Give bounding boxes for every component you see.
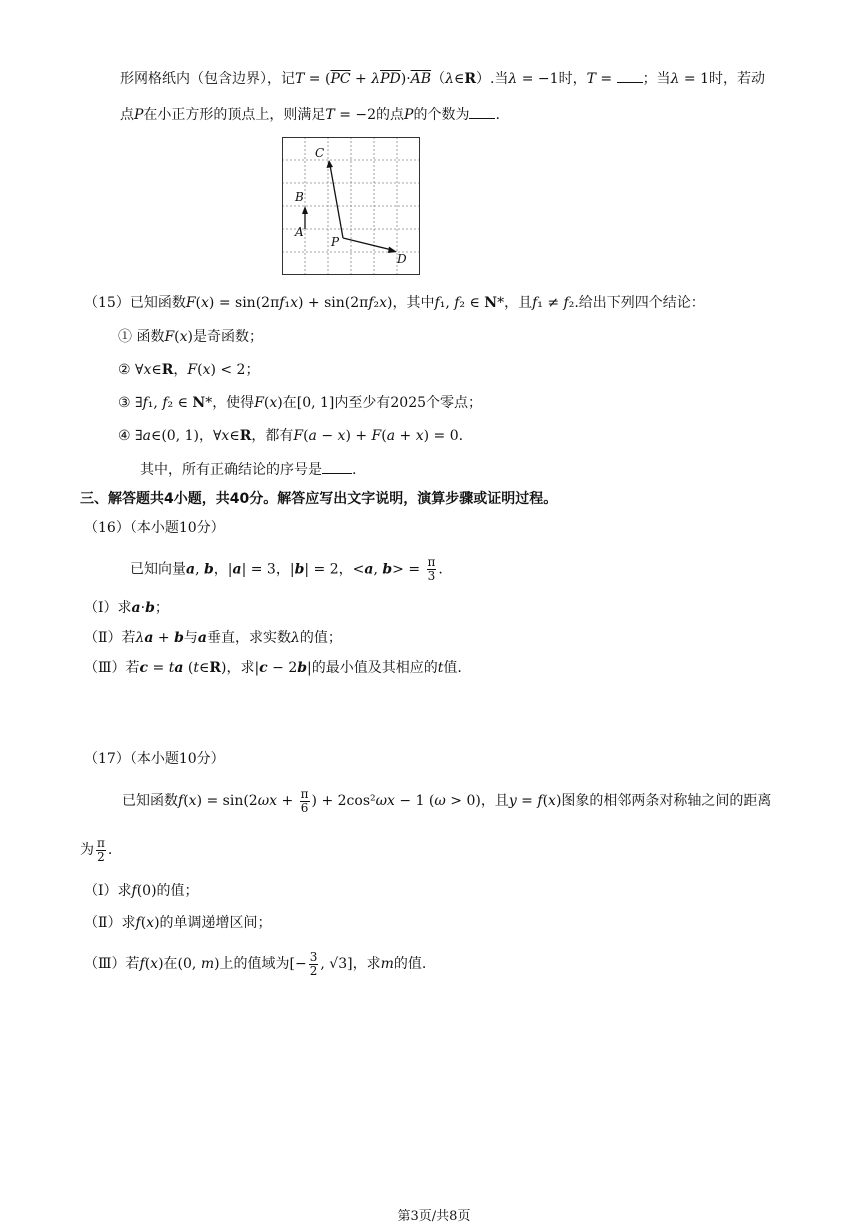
q16-given: 已知向量a, b，|a| = 3，|b| = 2，<a, b> = $\frac{\pi}{3}$ . bbox=[130, 555, 443, 583]
q15-conclusion-2: ② ∀x∈R，F(x) < 2； bbox=[118, 362, 260, 378]
q14-line-1: 形网格纸内（包含边界），记$T = (\overline{PC}$ + $\lambda\overline{PD})\cdot\overline{AB}(\lambda\in R)$.当λ = −1时，T = ；当λ = 1时，若动 bbox=[120, 68, 765, 89]
q14-line-2: 点P在小正方形的顶点上，则满足T = −2的点P的个数为 . bbox=[120, 104, 500, 125]
section-3-heading: 三、解答题共4小题，共40分。解答应写出文字说明，演算步骤或证明过程。 bbox=[80, 491, 558, 507]
vector-pc bbox=[330, 165, 343, 238]
q17-given-1: 已知函数f(x) = sin(2ωx + $\frac{\pi}{6}$ ) + 2cos²ωx − 1 (ω > 0)，且y = f(x)图象的相邻两条对称轴之间的距离 bbox=[122, 786, 772, 815]
q15-conclusion-1: ① 函数F(x)是奇函数； bbox=[118, 329, 264, 345]
q16-title: （16）（本小题10分） bbox=[84, 520, 225, 536]
q17-given-2: 为 $\frac{\pi}{2}$ . bbox=[80, 835, 113, 864]
q17-part-2: （Ⅱ）求f(x)的单调递增区间； bbox=[84, 915, 272, 931]
label-a: A bbox=[295, 225, 304, 239]
vector-grid-figure bbox=[282, 137, 422, 277]
q17-part-1: （Ⅰ）求f(0)的值； bbox=[84, 883, 199, 899]
label-d: D bbox=[397, 252, 407, 266]
q16-part-3: （Ⅲ）若c = ta (t∈R)，求|c − 2b|的最小值及其相应的t值. bbox=[84, 660, 462, 676]
page-footer: 第3页/共8页 bbox=[397, 1209, 471, 1224]
q15-conclusion-4: ④ ∃a∈(0, 1)，∀x∈R，都有F(a − x) + F(a + x) = 0. bbox=[118, 428, 464, 444]
vector-pd bbox=[343, 238, 392, 250]
label-b: B bbox=[295, 190, 304, 204]
q16-part-2: （Ⅱ）若λa + b与a垂直，求实数λ的值； bbox=[84, 630, 342, 646]
q17-title: （17）（本小题10分） bbox=[84, 751, 225, 767]
q15-ask: 其中，所有正确结论的序号是 . bbox=[140, 459, 356, 480]
q17-part-3: （Ⅲ）若f(x)在(0, m)上的值域为[− $\frac{3}{2}$ , √3]，求m的值. bbox=[84, 949, 427, 978]
label-p: P bbox=[331, 235, 340, 249]
q15-stem: （15）已知函数F(x) = sin(2πf₁x) + sin(2πf₂x)，其中f₁, f₂ ∈ N*，且f₁ ≠ f₂.给出下列四个结论： bbox=[84, 295, 705, 311]
q15-conclusion-3: ③ ∃f₁, f₂ ∈ N*，使得F(x)在[0, 1]内至少有2025个零点； bbox=[118, 395, 483, 411]
q16-part-1: （Ⅰ）求a·b； bbox=[84, 600, 169, 616]
label-c: C bbox=[315, 146, 325, 160]
